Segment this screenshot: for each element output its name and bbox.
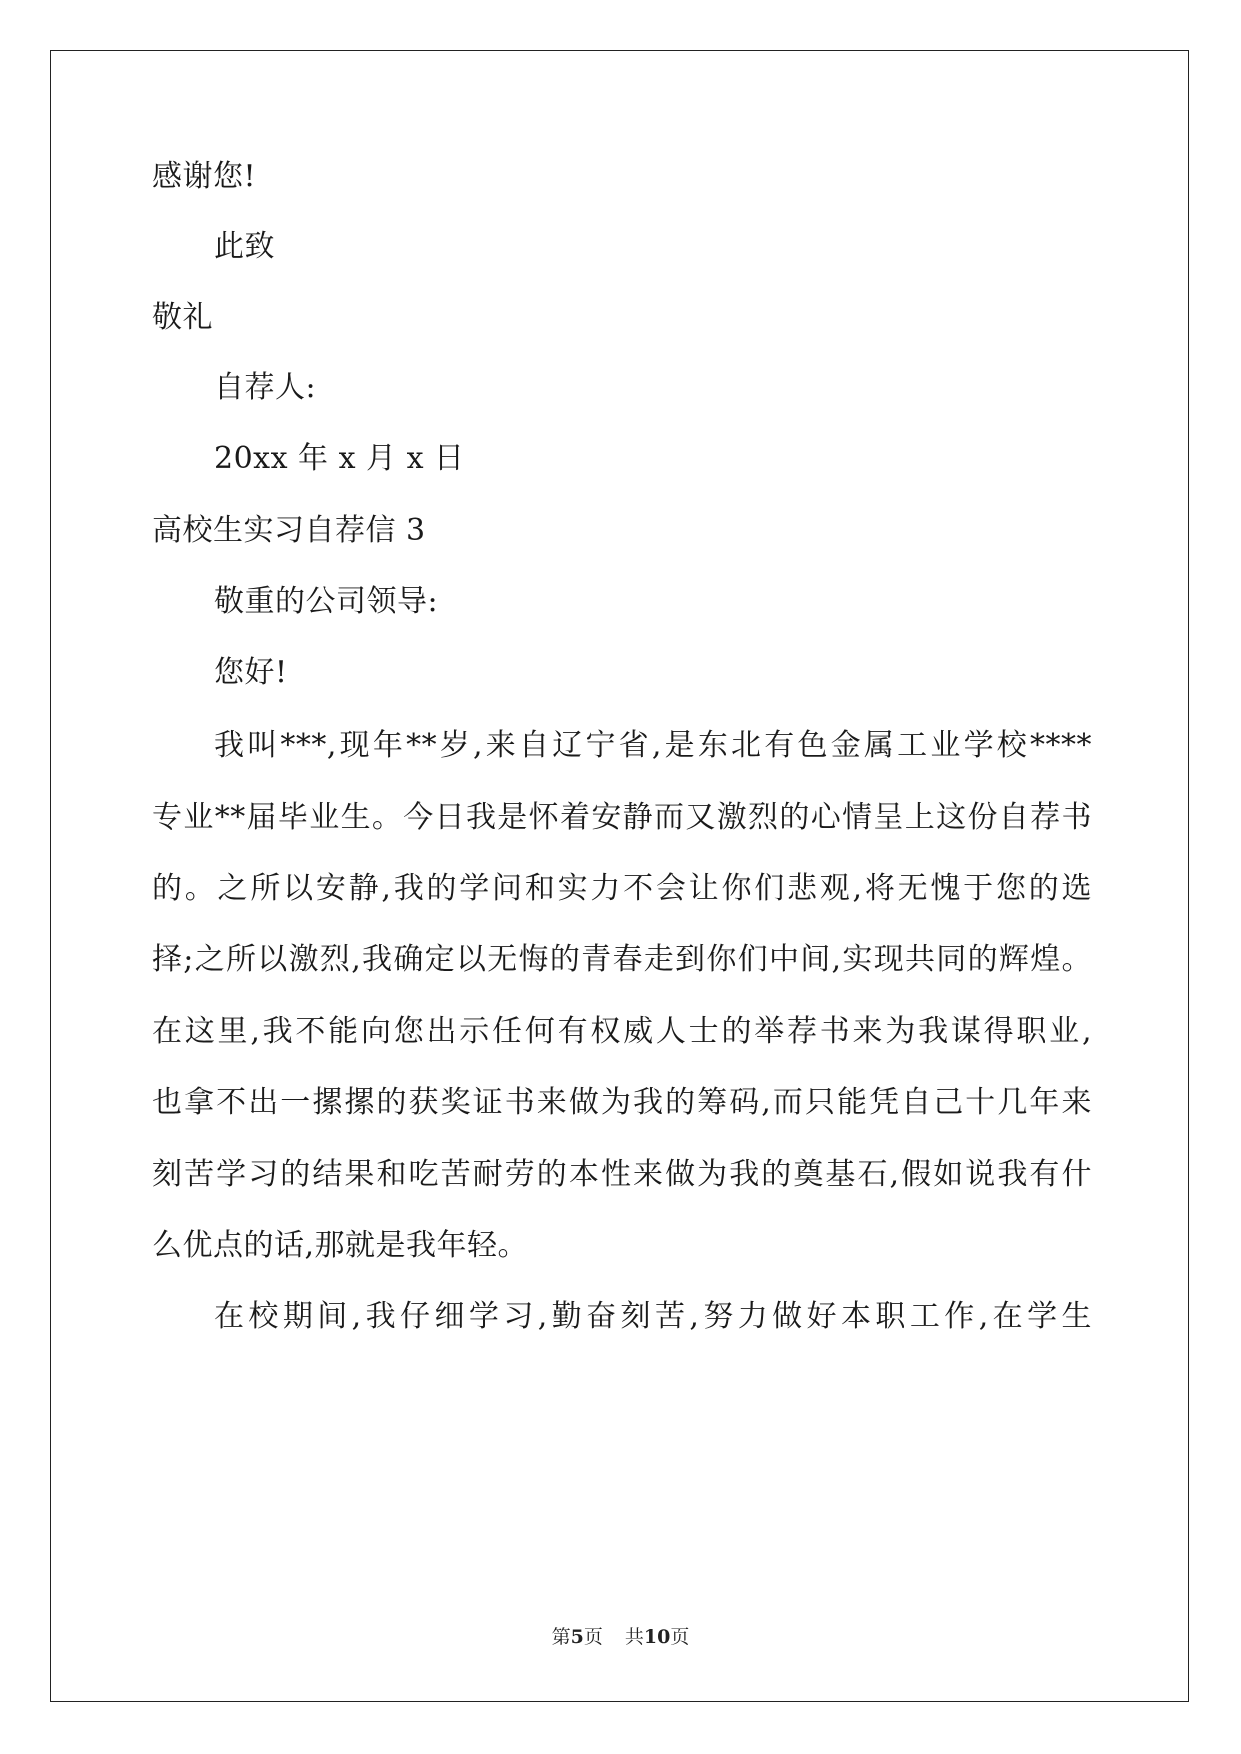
page-footer [0, 1626, 1241, 1648]
paragraph-line: 专业**届毕业生。今日我是怀着安静而又激烈的心情呈上这份自荐书 [152, 800, 1092, 835]
greeting-recipient: 敬重的公司领导: [214, 584, 439, 619]
section-heading: 高校生实习自荐信 3 [152, 513, 426, 548]
date-line: 20xx 年 x 月 x 日 [214, 441, 465, 476]
salutation-ci-zhi: 此致 [214, 229, 275, 264]
salutation-jing-li: 敬礼 [152, 300, 213, 335]
paragraph-line: 在校期间,我仔细学习,勤奋刻苦,努力做好本职工作,在学生 [214, 1299, 1092, 1334]
greeting-hello: 您好! [214, 655, 288, 690]
footer-total-suffix: 页 [670, 1626, 690, 1648]
footer-total-pages: 10 [643, 1626, 671, 1648]
closing-thanks: 感谢您! [152, 159, 257, 194]
paragraph-line: 择;之所以激烈,我确定以无悔的青春走到你们中间,实现共同的辉煌。 [152, 942, 1092, 977]
paragraph-line: 刻苦学习的结果和吃苦耐劳的本性来做为我的奠基石,假如说我有什 [152, 1157, 1092, 1192]
paragraph-line: 也拿不出一摞摞的获奖证书来做为我的筹码,而只能凭自己十几年来 [152, 1085, 1092, 1120]
footer-page-prefix: 第 [551, 1626, 571, 1648]
footer-total-prefix: 共 [624, 1626, 644, 1648]
footer-page-number: 5 [570, 1626, 584, 1648]
paragraph-line: 在这里,我不能向您出示任何有权威人士的举荐书来为我谋得职业, [152, 1014, 1092, 1049]
paragraph-line: 么优点的话,那就是我年轻。 [152, 1228, 529, 1263]
footer-page-suffix: 页 [583, 1626, 603, 1648]
signature-label: 自荐人: [214, 370, 317, 405]
paragraph-line: 我叫***,现年**岁,来自辽宁省,是东北有色金属工业学校**** [214, 728, 1092, 763]
paragraph-line: 的。之所以安静,我的学问和实力不会让你们悲观,将无愧于您的选 [152, 871, 1092, 906]
